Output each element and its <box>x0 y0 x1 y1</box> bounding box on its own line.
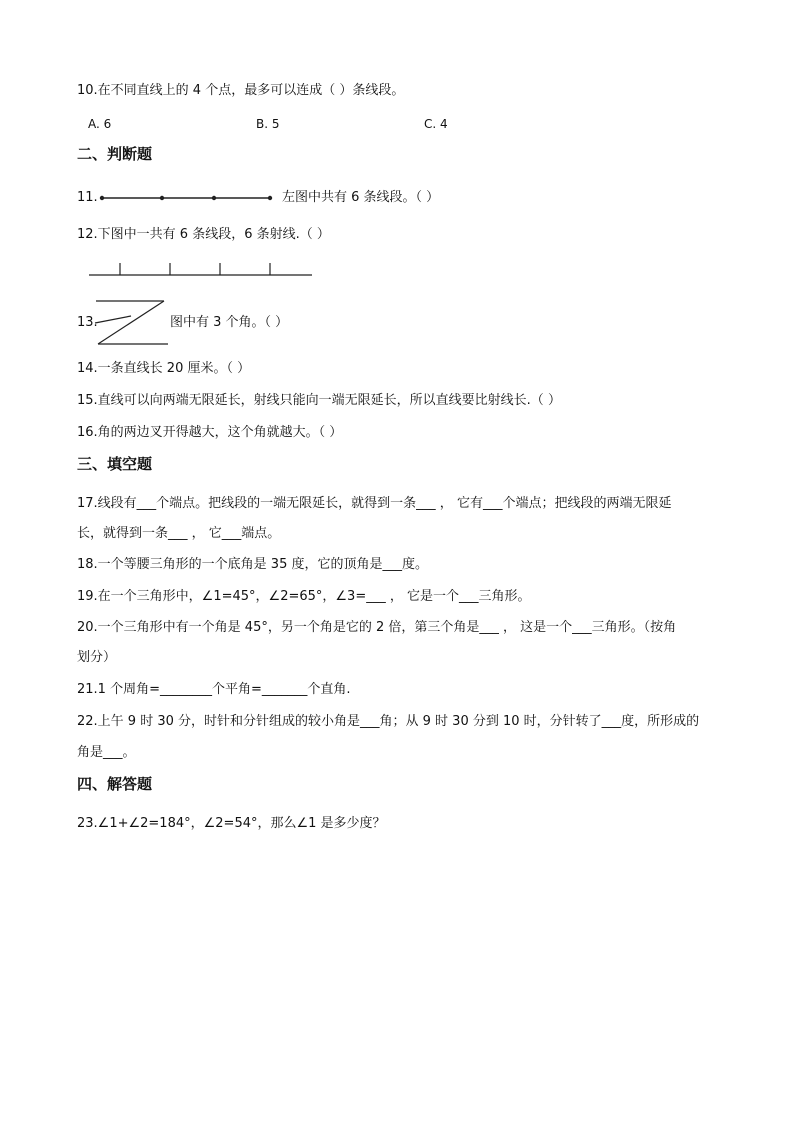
question-11-number: 11. <box>77 190 98 205</box>
question-22-line-2: 角是___。 <box>77 745 136 760</box>
ray-figure <box>88 260 314 280</box>
question-12: 12.下图中一共有 6 条线段，6 条射线.（ ） <box>77 227 330 242</box>
option-c: C. 4 <box>424 117 448 131</box>
question-16: 16.角的两边叉开得越大，这个角就越大。（ ） <box>77 425 343 440</box>
option-a: A. 6 <box>88 117 112 131</box>
question-11: 左图中共有 6 条线段。（ ） <box>282 190 440 205</box>
question-13-number: 13. <box>77 315 98 330</box>
section-title-judgment: 二、判断题 <box>77 145 153 163</box>
section-title-solve: 四、解答题 <box>77 775 153 793</box>
question-17-line-2: 长，就得到一条___ ， 它___端点。 <box>77 526 281 541</box>
question-14: 14.一条直线长 20 厘米。（ ） <box>77 361 251 376</box>
angle-figure <box>94 296 170 348</box>
question-10: 10.在不同直线上的 4 个点，最多可以连成（ ）条线段。 <box>77 83 405 98</box>
question-15: 15.直线可以向两端无限延长，射线只能向一端无限延长，所以直线要比射线长.（ ） <box>77 393 561 408</box>
question-19: 19.在一个三角形中，∠1=45°，∠2=65°，∠3=___ ， 它是一个___三角形。 <box>77 589 531 604</box>
question-20-line-1: 20.一个三角形中有一个角是 45°，另一个角是它的 2 倍，第三个角是___ ， 这是一个___三角形。（按角 <box>77 620 677 635</box>
segment-figure <box>98 190 278 206</box>
question-18: 18.一个等腰三角形的一个底角是 35 度，它的顶角是___度。 <box>77 557 428 572</box>
question-23: 23.∠1+∠2=184°，∠2=54°，那么∠1 是多少度？ <box>77 816 386 831</box>
option-b: B. 5 <box>256 117 280 131</box>
question-20-line-2: 划分） <box>77 650 117 665</box>
question-22-line-1: 22.上午 9 时 30 分，时针和分针组成的较小角是___角；从 9 时 30 分到 10 时，分针转了___度，所形成的 <box>77 714 700 729</box>
question-13: 图中有 3 个角。（ ） <box>170 315 289 330</box>
question-21: 21.1 个周角=________个平角=_______个直角. <box>77 682 351 697</box>
section-title-fill-blanks: 三、填空题 <box>77 455 153 473</box>
question-17-line-1: 17.线段有___个端点。把线段的一端无限延长，就得到一条___ ， 它有___个端点；把线段的两端无限延 <box>77 496 672 511</box>
